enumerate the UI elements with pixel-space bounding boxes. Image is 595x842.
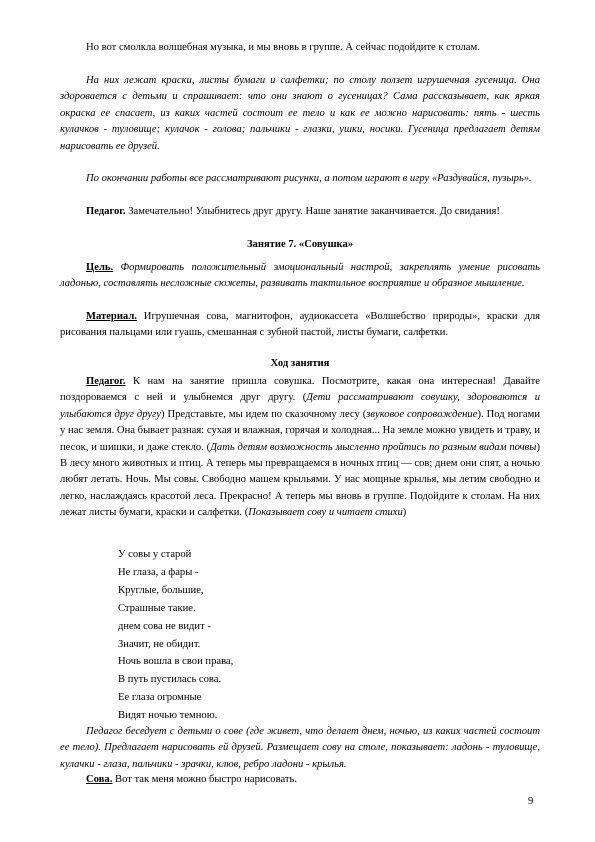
- poem: [118, 546, 233, 725]
- poem-line: У совы у старой: [118, 549, 192, 560]
- paragraph-after-work: По окончании работы все рассматривают рисунки, а потом играют в игру «Раздувайся, пузырь».: [86, 173, 532, 184]
- teacher-text-4: ) В лесу много животных и птиц. А теперь мы превращаемся в ночных птиц — сов; днем они спят, а ночью любят летать. Ночь. Мы совы. Свободно машем крыльями. У нас мощные крылья, мы летим свободно и легко, наслаждаясь красотой леса. Прекрасно! А теперь мы вновь в группе. Подойдите к столам. На них лежат листы бумаги, краски и салфетки. (: [60, 441, 540, 519]
- teacher-text-1: К нам на занятие пришла совушка. Посмотрите, какая она интересная! Давайте поздороваемся с ней и улыбнемся друг другу. (: [60, 376, 540, 404]
- paragraph-conversation: Педагог беседует с детьми о сове (где живет, что делает днем, ночью, из каких частей состоит ее тело). Предлагает нарисовать ей друзей. Размещает сову на столе, показывает: ладонь - туловище, кулачки - глаза, пальчики - зрачки, клюв, ребро ладони - крылья.: [60, 726, 540, 770]
- lesson-heading: Занятие 7. «Совушка»: [246, 239, 354, 250]
- paragraph-goal: [60, 260, 540, 293]
- teacher-italic-4: Показывает сову и читает стихи: [248, 507, 403, 519]
- teacher-italic-2: звуковое сопровождение: [366, 408, 478, 420]
- teacher-label: Педагог.: [86, 376, 126, 387]
- material-text: Игрушечная сова, магнитофон, аудиокассета «Волшебство природы», краски для рисования пальцами или гуашь, смешанная с зубной пастой, листы бумаги, салфетки.: [60, 311, 540, 339]
- owl-text: Вот так меня можно быстро нарисовать.: [112, 774, 297, 785]
- goal-text: Формировать положительный эмоциональный настрой, закреплять умение рисовать ладонью, составлять несложные сюжеты, развивать тактильное восприятие и образное мышление.: [60, 262, 540, 290]
- poem-line: Страшные такие.: [118, 602, 196, 614]
- paragraph-teacher-closing: [60, 204, 540, 220]
- poem-line: Видят ночью темною.: [118, 710, 218, 722]
- poem-line: днем сова не видит -: [118, 620, 211, 632]
- paragraph-music-stops: Но вот смолкла волшебная музыка, и мы вновь в группе. А сейчас подойдите к столам.: [86, 42, 480, 53]
- poem-line: Ночь вошла в свои права,: [118, 656, 234, 668]
- teacher-italic-3: Дать детям возможность мысленно пройтись по разным видам почвы: [210, 441, 537, 453]
- owl-label: Сова.: [86, 774, 113, 785]
- teacher-text-2: ) Представьте, мы идем по сказочному лесу (: [160, 408, 367, 420]
- poem-line: Круглые, большие,: [118, 584, 204, 596]
- goal-label: Цель.: [86, 262, 114, 273]
- poem-line: Не глаза, а фары -: [118, 566, 199, 578]
- poem-line: Значит, не обидит.: [118, 638, 201, 650]
- speaker-label: Педагог.: [86, 206, 126, 217]
- teacher-text-3: ). Под ногами у нас земля. Она бывает разная: сухая и влажная, горячая и холодная... На земле можно увидеть и траву, и песок, и шишки, и даже стекло. (: [60, 408, 540, 453]
- paragraph-material: [60, 309, 540, 342]
- paragraph-caterpillar: На них лежат краски, листы бумаги и салфетки; по столу ползет игрушечная гусеница. Она здоровается с детьми и спрашивает: что они знают о гусеницах? Сама рассказывает, как яркая окраска ее спасает, из каких частей состоит ее тело и как ее можно нарисовать: пять - шесть кулачков - туловище; кулачок - голова; пальчики - глазки, ушки, носики. Гусеница предлагает детям нарисовать ее друзей.: [60, 75, 540, 152]
- course-heading: Ход занятия: [270, 358, 330, 369]
- poem-line: В путь пустилась сова.: [118, 674, 222, 686]
- page-number: 9: [528, 796, 534, 807]
- teacher-closing-text: Замечательно! Улыбнитесь друг другу. Наше занятие заканчивается. До свидания!: [125, 206, 500, 217]
- material-label: Материал.: [86, 311, 137, 322]
- paragraph-teacher-lesson: [60, 374, 540, 522]
- teacher-italic-1: Дети рассматривают совушку, здороваются и улыбаются друг другу: [60, 392, 540, 420]
- teacher-text-5: ): [402, 507, 407, 519]
- poem-line: Ее глаза огромные: [118, 692, 202, 704]
- paragraph-owl: [60, 772, 540, 788]
